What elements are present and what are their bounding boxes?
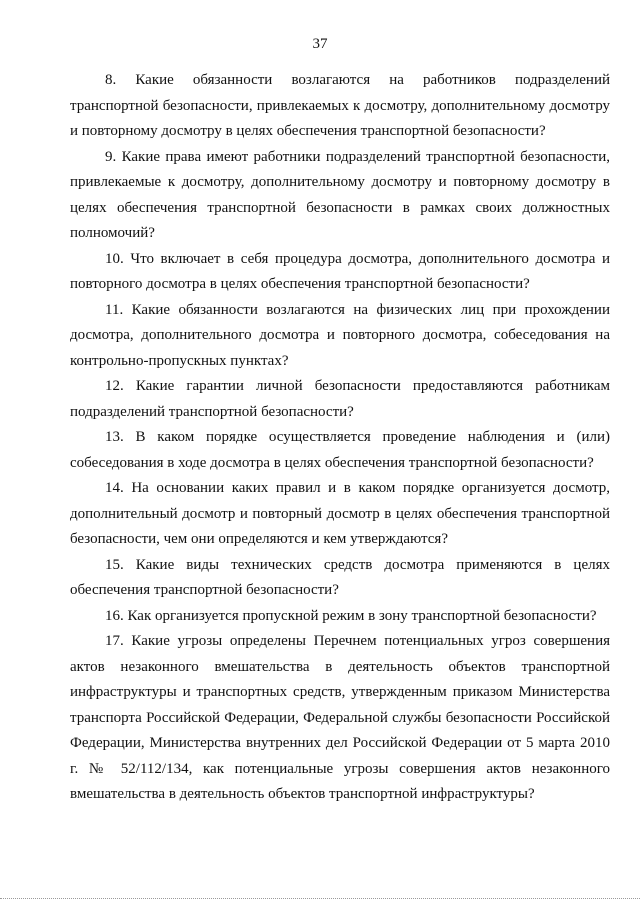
question-14: 14. На основании каких правил и в каком порядке организуется досмотр, дополнительный досмотр и повторный досмотр в целях обеспечения транспортной безопасности, чем они определяются и кем утверждаются? (70, 480, 610, 547)
question-12: 12. Какие гарантии личной безопасности предоставляются работникам подразделений транспортной безопасности? (70, 378, 610, 420)
question-8: 8. Какие обязанности возлагаются на работников подразделений транспортной безопасности, привлекаемых к досмотру, дополнительному досмотру и повторному досмотру в целях обеспечения транспортной безопасности? (70, 72, 610, 139)
scan-edge-divider (0, 898, 640, 899)
question-10: 10. Что включает в себя процедура досмотра, дополнительного досмотра и повторного досмотра в целях обеспечения транспортной безопасности? (70, 250, 610, 292)
question-list (70, 68, 610, 808)
question-16: 16. Как организуется пропускной режим в зону транспортной безопасности? (105, 607, 597, 624)
question-17: 17. Какие угрозы определены Перечнем потенциальных угроз совершения актов незаконного вмешательства в деятельность объектов транспортной инфраструктуры и транспортных средств, утвержденным приказом Министерства транспорта Российской Федерации, Федеральной службы безопасности Российской Федерации, Министерства внутренних дел Российской Федерации от 5 марта 2010 г. № 52/112/134, как потенциальные угрозы совершения актов незаконного вмешательства в деятельность объектов транспортной инфраструктуры? (70, 633, 610, 802)
question-13: 13. В каком порядке осуществляется проведение наблюдения и (или) собеседования в ходе досмотра в целях обеспечения транспортной безопасности? (70, 429, 610, 471)
page-number: 37 (312, 36, 328, 52)
question-9: 9. Какие права имеют работники подразделений транспортной безопасности, привлекаемые к досмотру, дополнительному досмотру и повторному досмотру в целях обеспечения транспортной безопасности в рамках своих должностных полномочий? (70, 148, 610, 241)
question-11: 11. Какие обязанности возлагаются на физических лиц при прохождении досмотра, дополнительного досмотра и повторного досмотра, собеседования на контрольно-пропускных пунктах? (70, 301, 610, 369)
question-15: 15. Какие виды технических средств досмотра применяются в целях обеспечения транспортной безопасности? (70, 556, 610, 598)
